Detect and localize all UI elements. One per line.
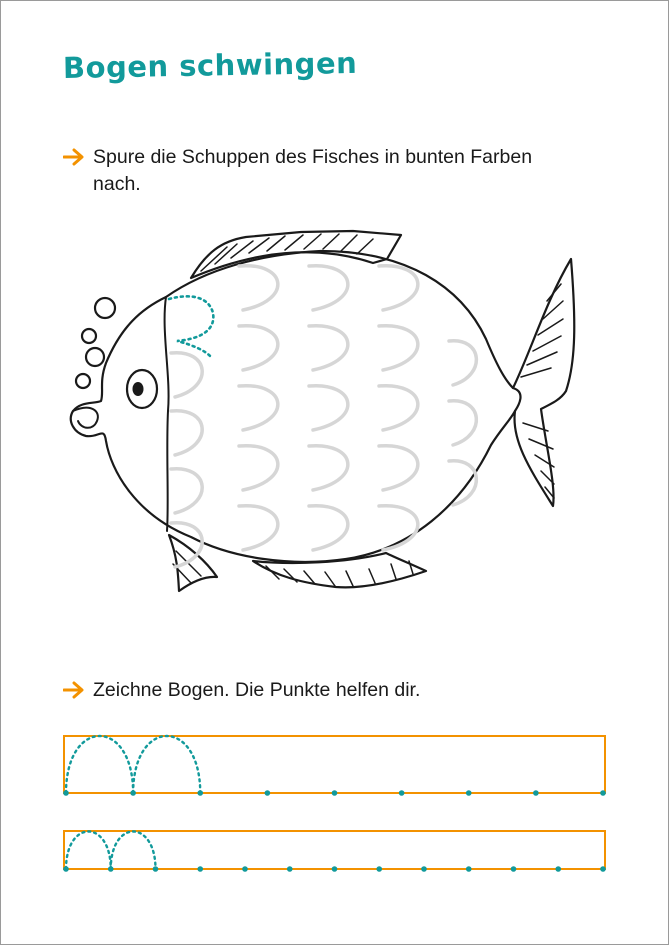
practice-row-small[interactable] [63, 831, 606, 872]
start-dot [399, 790, 405, 796]
scale-guide-arc [239, 326, 278, 370]
scale-guide-arc [449, 461, 476, 505]
bubble-icon [76, 374, 90, 388]
start-dot [197, 866, 203, 872]
start-dot [63, 866, 69, 872]
dotted-arc-guide [111, 832, 156, 870]
start-dot [376, 866, 382, 872]
scale-guide-arc [379, 266, 418, 310]
start-dot [466, 790, 472, 796]
start-dot [130, 790, 136, 796]
page-title: Bogen schwingen [62, 45, 358, 85]
pectoral-fin [169, 535, 217, 591]
scale-guide-arc [171, 353, 202, 397]
start-dot [242, 866, 248, 872]
fish-illustration [1, 1, 669, 641]
scale-guide-arc [309, 326, 348, 370]
scale-guide-arc [309, 266, 348, 310]
start-dot [511, 866, 517, 872]
scale-guide-arc [239, 386, 278, 430]
instruction-draw-arcs [63, 677, 623, 707]
start-dot [421, 866, 427, 872]
dotted-arc-guide [66, 736, 133, 793]
bubble-icon [95, 298, 115, 318]
start-dot [555, 866, 561, 872]
scale-guide-arc [379, 446, 418, 490]
start-dot [600, 790, 606, 796]
start-dot [63, 790, 69, 796]
scale-guide-arc [379, 326, 418, 370]
dotted-arc-guide [66, 832, 111, 870]
start-dot [287, 866, 293, 872]
start-dot [265, 790, 271, 796]
instruction-text: Zeichne Bogen. Die Punkte helfen dir. [93, 679, 421, 701]
scale-guide-arc [449, 401, 476, 445]
start-dot [600, 866, 606, 872]
arrow-right-icon [63, 681, 85, 699]
scale-guide-arc [309, 446, 348, 490]
start-dot [197, 790, 203, 796]
bubble-icon [82, 329, 96, 343]
instruction-line: Spure die Schuppen des Fisches in bunten Farben [93, 146, 533, 168]
scale-guide-arc [449, 341, 476, 385]
start-dot [108, 866, 114, 872]
scale-guide-arc [171, 411, 202, 455]
start-dot [332, 790, 338, 796]
practice-row-box [64, 831, 605, 869]
traced-scale [169, 296, 213, 357]
practice-row-box [64, 736, 605, 793]
start-dot [332, 866, 338, 872]
scale-guide-arc [309, 506, 348, 550]
dotted-arc-guide [133, 736, 200, 793]
bubbles [76, 298, 115, 388]
scale-guide-arc [239, 446, 278, 490]
instruction-line: nach. [93, 173, 141, 195]
scale-guide-arc [239, 506, 278, 550]
tail-fin [513, 259, 574, 506]
start-dot [466, 866, 472, 872]
practice-row-large[interactable] [63, 736, 606, 796]
start-dot [533, 790, 539, 796]
scale-guide-arc [239, 266, 278, 310]
scale-guide-arc [309, 386, 348, 430]
start-dot [153, 866, 159, 872]
scale-guide-arc [379, 386, 418, 430]
bubble-icon [86, 348, 104, 366]
bottom-fin [253, 553, 426, 587]
scale-guide-arc [171, 469, 202, 513]
